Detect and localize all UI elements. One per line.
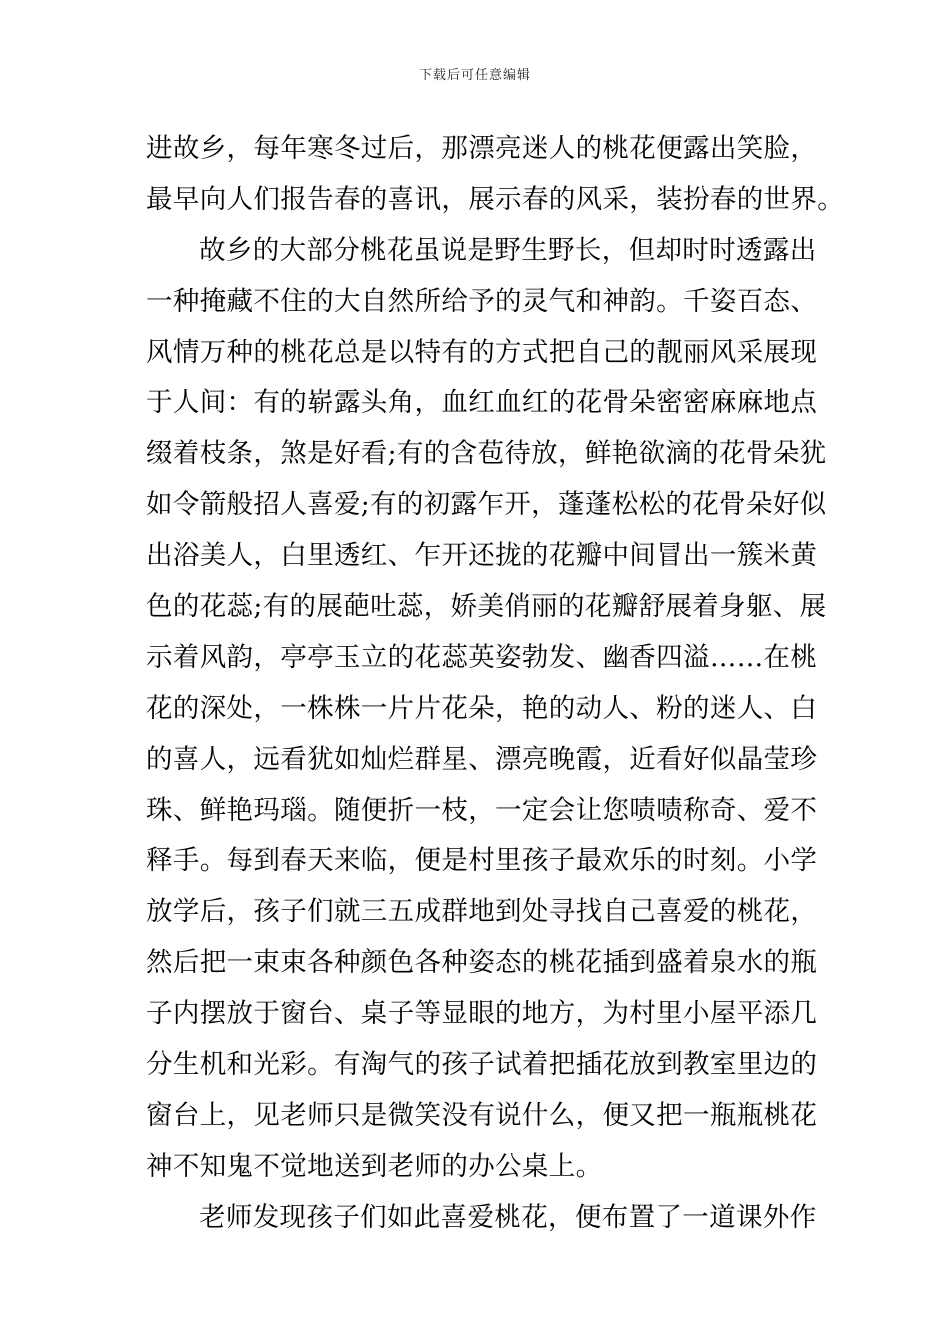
paragraph-start-line: 故乡的大部分桃花虽说是野生野长，但却时时透露出	[199, 234, 817, 266]
body-line: 神不知鬼不觉地送到老师的办公桌上。	[146, 1150, 603, 1182]
body-line: 于人间：有的崭露头角，血红血红的花骨朵密密麻麻地点	[146, 387, 818, 419]
body-line: 进故乡，每年寒冬过后，那漂亮迷人的桃花便露出笑脸，	[146, 133, 818, 164]
body-line: 花的深处，一株株一片片花朵，艳的动人、粉的迷人、白	[146, 692, 818, 724]
page-header: 下载后可任意编辑	[418, 68, 531, 83]
body-line: 子内摆放于窗台、桌子等显眼的地方，为村里小屋平添几	[146, 998, 818, 1030]
body-line: 缀着枝条，煞是好看;有的含苞待放，鲜艳欲滴的花骨朵犹	[146, 438, 827, 470]
body-line: 最早向人们报告春的喜讯，展示春的风采，装扮春的世界。	[146, 183, 845, 215]
body-line: 珠、鲜艳玛瑙。随便折一枝，一定会让您啧啧称奇、爱不	[146, 794, 818, 826]
body-line: 色的花蕊;有的展葩吐蕊，娇美俏丽的花瓣舒展着身躯、展	[146, 591, 827, 623]
body-line: 风情万种的桃花总是以特有的方式把自己的靓丽风采展现	[146, 336, 818, 368]
body-line: 放学后，孩子们就三五成群地到处寻找自己喜爱的桃花，	[146, 896, 818, 928]
paragraph-start-line: 老师发现孩子们如此喜爱桃花，便布置了一道课外作	[199, 1201, 817, 1233]
document-body	[146, 124, 845, 1244]
body-line: 如令箭般招人喜爱;有的初露乍开，蓬蓬松松的花骨朵好似	[146, 489, 827, 521]
body-line: 示着风韵，亭亭玉立的花蕊英姿勃发、幽香四溢……在桃	[146, 641, 818, 673]
body-line: 出浴美人，白里透红、乍开还拢的花瓣中间冒出一簇米黄	[146, 540, 818, 572]
body-line: 窗台上，见老师只是微笑没有说什么，便又把一瓶瓶桃花	[146, 1099, 818, 1131]
body-line: 分生机和光彩。有淘气的孩子试着把插花放到教室里边的	[146, 1049, 818, 1081]
body-line: 释手。每到春天来临，便是村里孩子最欢乐的时刻。小学	[146, 845, 818, 877]
body-line: 一种掩藏不住的大自然所给予的灵气和神韵。千姿百态、	[146, 285, 818, 317]
body-line: 的喜人，远看犹如灿烂群星、漂亮晚霞，近看好似晶莹珍	[146, 743, 818, 775]
body-line: 然后把一束束各种颜色各种姿态的桃花插到盛着泉水的瓶	[146, 947, 818, 979]
